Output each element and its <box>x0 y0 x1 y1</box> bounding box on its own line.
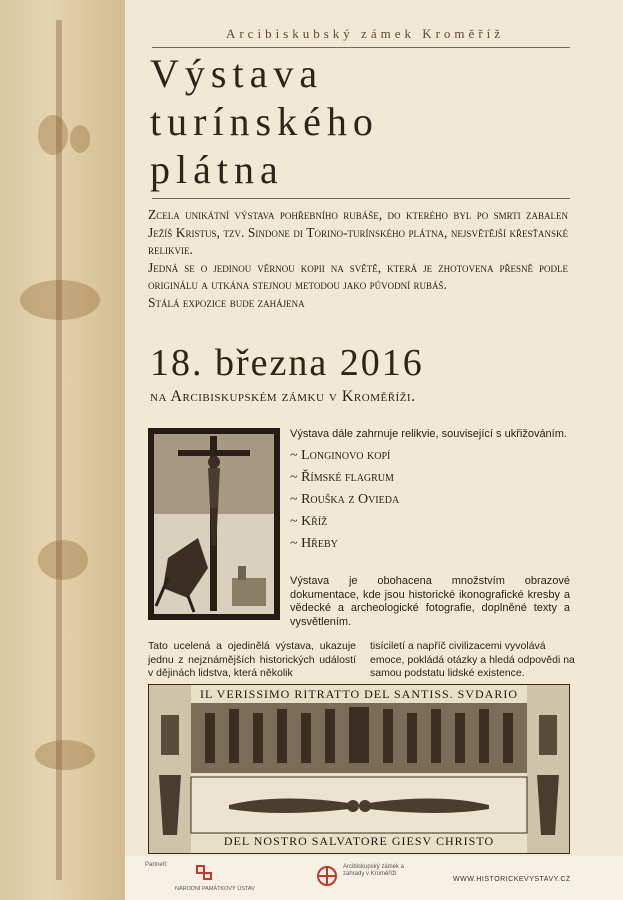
lead-text <box>148 206 568 311</box>
relics-section <box>290 428 575 628</box>
relics-intro: Výstava dále zahrnuje relikvie, související s ukřižováním. <box>290 428 567 440</box>
partners-label: Partneři: <box>145 862 168 868</box>
azz-label: Arcibiskupský zámek a zahrady v Kroměříži <box>343 864 405 877</box>
lead-paragraph-1: Zcela unikátní výstava pohřebního rubáše, do kterého byl po smrti zabalen Ježíš Kristus, tzv. Sindone di Torino-turínského plátna, nejsvětější křesťanské relikvie. <box>148 207 568 257</box>
closing-column-1: Tato ucelená a ojedinělá výstava, ukazuje jednu z nejznámějších historických událostí v dějinách lidstva, která několik <box>148 640 356 679</box>
lead-paragraph-2: Jedná se o jedinou věrnou kopii na světě, která je zhotovena přesně podle originálu a utkána stejnou metodou jako původní rubáš. <box>148 259 568 292</box>
list-item: ~ Longinovo kopí <box>290 448 391 463</box>
poster-subtitle: Arcibiskubský zámek Kroměříž <box>225 26 505 41</box>
divider <box>152 198 570 199</box>
closing-column-2: tisíciletí a napříč civilizacemi vyvolává emoce, pokládá otázky a hledá odpovědi na samou podstatu lidské existence. <box>370 640 575 679</box>
title-line-3: plátna <box>150 147 284 192</box>
shroud-stain <box>38 115 68 155</box>
engraving-top-caption: IL VERISSIMO RITRATTO DEL SANTISS. SVDARIO <box>199 687 519 701</box>
shroud-stain <box>35 740 95 770</box>
divider <box>152 47 570 48</box>
title-line-2: turínského <box>150 99 379 144</box>
website-link[interactable]: WWW.HISTORICKEVYSTAVY.CZ <box>453 876 571 883</box>
shroud-stain <box>70 125 90 153</box>
list-item: ~ Kříž <box>290 514 328 529</box>
shroud-stain <box>20 280 100 320</box>
title-line-1: Výstava <box>150 51 324 96</box>
opening-place: na Arcibiskupském zámku v Kroměříži. <box>150 388 416 405</box>
shroud-image <box>0 0 125 900</box>
lead-paragraph-3: Stálá expozice bude zahájena <box>148 294 305 310</box>
documentation-text: Výstava je obohacena množstvím obrazové dokumentace, kde jsou historické ikonografické kresby a vědecké a archeologické fotografie, doplněné texty a vysvětlením. <box>290 575 570 628</box>
footer <box>125 856 623 900</box>
npu-logo-icon <box>195 864 213 880</box>
engraving-bottom-caption: DEL NOSTRO SALVATORE GIESV CHRISTO <box>223 834 495 848</box>
shroud-engraving <box>148 684 570 854</box>
relics-list <box>290 448 575 552</box>
list-item: ~ Římské flagrum <box>290 470 394 485</box>
crucifixion-engraving <box>148 428 280 620</box>
opening-date: 18. března 2016 <box>150 342 424 384</box>
list-item: ~ Hřeby <box>290 536 338 551</box>
shroud-stain <box>38 540 88 580</box>
list-item: ~ Rouška z Ovieda <box>290 492 400 507</box>
npu-label: NÁRODNÍ PAMÁTKOVÝ ÚSTAV <box>175 886 255 892</box>
azz-logo-icon <box>315 864 339 888</box>
